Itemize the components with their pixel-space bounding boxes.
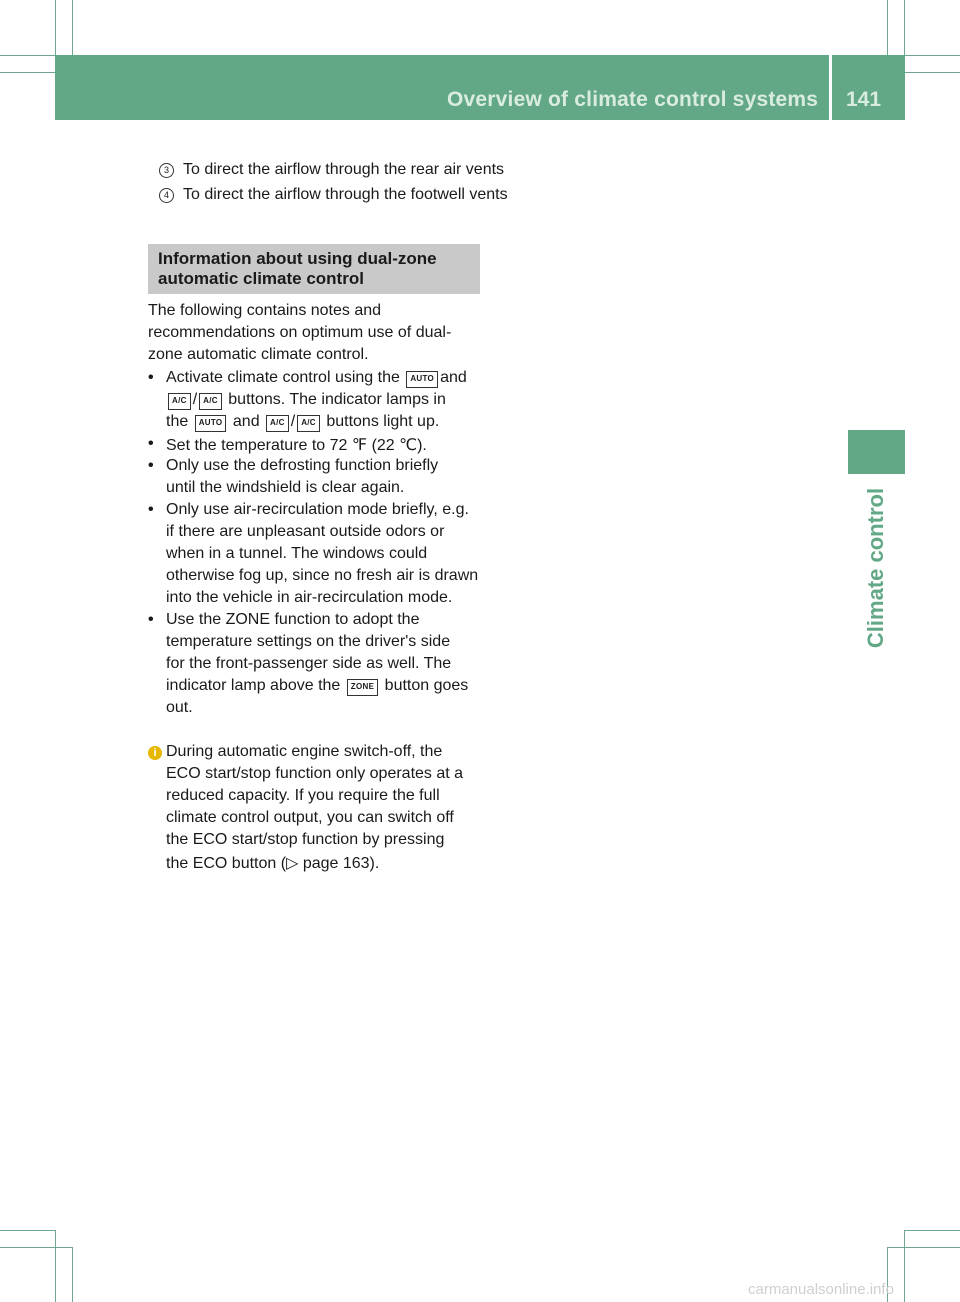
text-line: recommendations on optimum use of dual- [148, 324, 452, 341]
text-line: until the windshield is clear again. [166, 479, 405, 496]
bullet-icon: • [148, 435, 154, 452]
intro-paragraph [148, 302, 488, 368]
text-line: During automatic engine switch-off, the [166, 743, 443, 760]
list-item [148, 611, 488, 633]
list-item [148, 501, 488, 523]
text-span: / [290, 413, 296, 430]
page-number: 141 [846, 88, 882, 111]
text-line [148, 391, 488, 413]
bullet-icon: • [148, 501, 154, 518]
step-item [159, 184, 508, 206]
heading-line: Information about using dual-zone [158, 249, 437, 268]
text-line: otherwise fog up, since no fresh air is drawn [166, 567, 479, 584]
text-span: button goes [384, 677, 469, 694]
bullet-icon: • [148, 369, 154, 386]
crop-mark [55, 0, 56, 55]
bullet-list [148, 369, 488, 721]
crop-mark [905, 1230, 960, 1231]
list-item [148, 457, 488, 479]
text-line: ECO start/stop function only operates at a [166, 765, 464, 782]
info-note [148, 743, 488, 875]
text-line [148, 413, 488, 435]
section-heading [158, 249, 478, 289]
heading-line: automatic climate control [158, 269, 364, 288]
crop-mark [0, 72, 55, 73]
text-span: Only use the defrosting function briefly [166, 457, 439, 474]
text-span: buttons. The indicator lamps in [228, 391, 446, 408]
text-span: Set the temperature to 72 ℉ (22 ℃). [166, 437, 427, 454]
bullet-icon: • [148, 611, 154, 628]
info-icon: i [148, 746, 162, 760]
auto-button-icon: AUTO [406, 371, 438, 388]
bullet-icon: • [148, 457, 154, 474]
zone-button-icon: ZONE [347, 679, 378, 696]
page-reference-link[interactable]: the ECO button (▷ page 163). [166, 855, 380, 872]
text-line: for the front-passenger side as well. The [166, 655, 452, 672]
auto-button-icon: AUTO [195, 415, 227, 432]
text-line: out. [166, 699, 193, 716]
text-span: the [166, 413, 189, 430]
text-line: when in a tunnel. The windows could [166, 545, 428, 562]
crop-mark [905, 72, 960, 73]
crop-mark [904, 1230, 905, 1302]
step-number-icon: 4 [159, 188, 174, 203]
crop-mark [72, 1247, 73, 1302]
watermark: carmanualsonline.info [748, 1281, 894, 1298]
crop-mark [55, 1230, 56, 1302]
chapter-label: Climate control [863, 487, 888, 649]
text-line: temperature settings on the driver's side [166, 633, 451, 650]
text-line: climate control output, you can switch off [166, 809, 454, 826]
crop-mark [0, 1230, 55, 1231]
crop-mark [905, 55, 960, 56]
step-text: To direct the airflow through the footwell vents [183, 186, 508, 203]
step-item [159, 159, 504, 181]
text-line: The following contains notes and [148, 302, 382, 319]
list-item [148, 435, 488, 457]
step-text: To direct the airflow through the rear air vents [183, 161, 505, 178]
crop-mark [0, 1247, 72, 1248]
text-line: into the vehicle in air-recirculation mode. [166, 589, 453, 606]
text-span: and [440, 369, 467, 386]
text-span: indicator lamp above the [166, 677, 341, 694]
text-line [148, 677, 488, 699]
text-span: buttons light up. [326, 413, 440, 430]
ac-rest-button-icon: A/C [199, 393, 222, 410]
page-header-title: Overview of climate control systems [447, 88, 819, 111]
crop-mark [72, 0, 73, 55]
text-span: / [192, 391, 198, 408]
list-item [148, 369, 488, 391]
crop-mark [904, 0, 905, 55]
text-line: zone automatic climate control. [148, 346, 369, 363]
header-divider [829, 55, 832, 120]
ac-button-icon: A/C [168, 393, 191, 410]
crop-mark [887, 1247, 960, 1248]
crop-mark [0, 55, 55, 56]
text-span: Activate climate control using the [166, 369, 400, 386]
text-span: Use the ZONE function to adopt the [166, 611, 420, 628]
text-span: and [232, 413, 260, 430]
ac-button-icon: A/C [266, 415, 289, 432]
text-line: the ECO start/stop function by pressing [166, 831, 445, 848]
text-line: reduced capacity. If you require the full [166, 787, 440, 804]
step-number-icon: 3 [159, 163, 174, 178]
crop-mark [887, 0, 888, 55]
text-line: if there are unpleasant outside odors or [166, 523, 445, 540]
text-span: Only use air-recirculation mode briefly, e.g. [166, 501, 469, 518]
ac-rest-button-icon: A/C [297, 415, 320, 432]
